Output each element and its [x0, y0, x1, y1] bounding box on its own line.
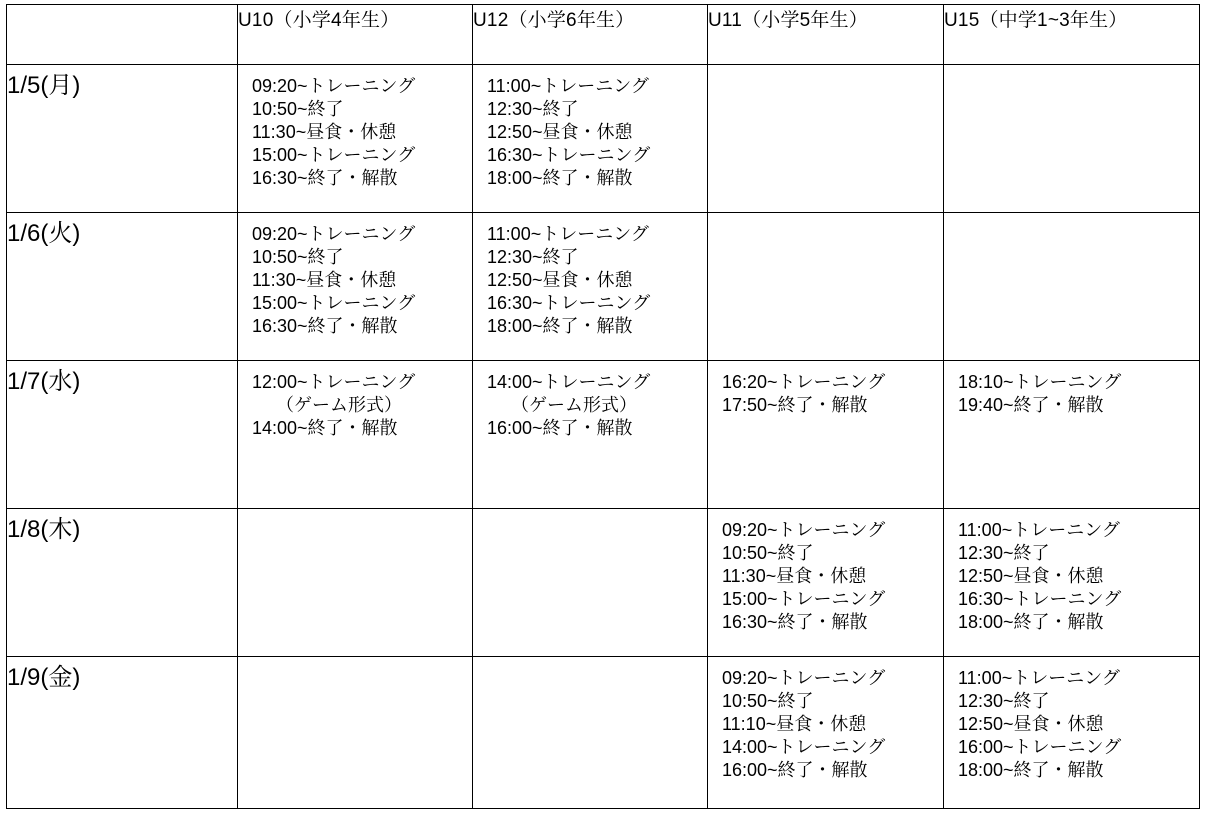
schedule-entry: 16:30~終了・解散 [252, 168, 398, 188]
schedule-entry: 16:20~トレーニング [722, 372, 886, 392]
schedule-entry: 10:50~終了 [722, 543, 814, 563]
day-label: 1/5(月) [7, 65, 238, 213]
schedule-entry: 11:00~トレーニング [958, 520, 1120, 540]
schedule-entries [238, 65, 472, 190]
schedule-cell-u10 [238, 213, 473, 361]
schedule-entry: 09:20~トレーニング [252, 224, 416, 244]
day-label: 1/7(水) [7, 361, 238, 509]
team-header-u15: U15（中学1~3年生） [944, 5, 1200, 65]
schedule-entries [708, 361, 943, 417]
schedule-entry: 09:20~トレーニング [722, 520, 886, 540]
schedule-entries [473, 657, 707, 667]
schedule-entry: 17:50~終了・解散 [722, 395, 868, 415]
schedule-cell-u15 [944, 657, 1200, 809]
schedule-row [7, 361, 1200, 509]
schedule-entry: 12:30~終了 [958, 691, 1050, 711]
schedule-entry: 14:00~終了・解散 [252, 418, 398, 438]
schedule-entry: 18:00~終了・解散 [958, 760, 1104, 780]
schedule-cell-u12 [473, 213, 708, 361]
schedule-entry: 18:00~終了・解散 [958, 612, 1104, 632]
schedule-cell-u12 [473, 509, 708, 657]
schedule-cell-u10 [238, 65, 473, 213]
schedule-entries [944, 213, 1199, 223]
schedule-entries [708, 657, 943, 782]
schedule-entry: 16:00~終了・解散 [487, 418, 633, 438]
schedule-cell-u12 [473, 65, 708, 213]
schedule-entry: 18:00~終了・解散 [487, 316, 633, 336]
schedule-entry: （ゲーム形式） [511, 395, 637, 415]
schedule-entry: 16:00~終了・解散 [722, 760, 868, 780]
schedule-entries [473, 213, 707, 338]
schedule-entry: 09:20~トレーニング [722, 668, 886, 688]
schedule-entry: 14:00~トレーニング [487, 372, 651, 392]
day-label: 1/8(木) [7, 509, 238, 657]
schedule-table [6, 4, 1200, 809]
schedule-entry: 14:00~トレーニング [722, 737, 886, 757]
corner-cell [7, 5, 238, 65]
schedule-entries [944, 361, 1199, 417]
schedule-row [7, 213, 1200, 361]
schedule-entry: 15:00~トレーニング [252, 145, 416, 165]
schedule-entry: 11:10~昼食・休憩 [722, 714, 867, 734]
schedule-cell-u11 [708, 213, 944, 361]
schedule-entry: 11:00~トレーニング [487, 224, 649, 244]
schedule-entries [708, 213, 943, 223]
team-header-u10: U10（小学4年生） [238, 5, 473, 65]
schedule-entries [238, 361, 472, 440]
schedule-entry: 16:30~トレーニング [487, 145, 651, 165]
schedule-entry: 12:50~昼食・休憩 [487, 270, 633, 290]
schedule-entry: 15:00~トレーニング [722, 589, 886, 609]
schedule-row [7, 509, 1200, 657]
schedule-entry: 18:10~トレーニング [958, 372, 1122, 392]
schedule-entry: 16:30~終了・解散 [252, 316, 398, 336]
schedule-entry: 16:30~トレーニング [487, 293, 651, 313]
schedule-entry: 16:00~トレーニング [958, 737, 1122, 757]
schedule-entry: 12:00~トレーニング [252, 372, 416, 392]
schedule-entry: 10:50~終了 [722, 691, 814, 711]
schedule-row [7, 65, 1200, 213]
schedule-entry: 12:50~昼食・休憩 [958, 566, 1104, 586]
schedule-entry: 11:30~昼食・休憩 [252, 270, 397, 290]
schedule-entries [473, 361, 707, 440]
schedule-cell-u15 [944, 509, 1200, 657]
schedule-cell-u10 [238, 657, 473, 809]
schedule-cell-u11 [708, 657, 944, 809]
schedule-cell-u10 [238, 509, 473, 657]
schedule-entry: 19:40~終了・解散 [958, 395, 1104, 415]
schedule-entry: 11:00~トレーニング [487, 76, 649, 96]
schedule-cell-u11 [708, 509, 944, 657]
schedule-entry: 12:30~終了 [958, 543, 1050, 563]
team-header-u11: U11（小学5年生） [708, 5, 944, 65]
schedule-entry: 11:30~昼食・休憩 [722, 566, 867, 586]
schedule-entry: 12:50~昼食・休憩 [487, 122, 633, 142]
schedule-entry: 12:30~終了 [487, 99, 579, 119]
day-label: 1/6(火) [7, 213, 238, 361]
schedule-entry: 10:50~終了 [252, 247, 344, 267]
schedule-document [6, 4, 1200, 809]
schedule-entries [473, 509, 707, 519]
schedule-entries [473, 65, 707, 190]
schedule-entry: 15:00~トレーニング [252, 293, 416, 313]
schedule-entry: 18:00~終了・解散 [487, 168, 633, 188]
schedule-entries [944, 509, 1199, 634]
schedule-entries [708, 509, 943, 634]
schedule-entries [708, 65, 943, 75]
schedule-entry: 16:30~終了・解散 [722, 612, 868, 632]
schedule-cell-u15 [944, 361, 1200, 509]
day-label: 1/9(金) [7, 657, 238, 809]
schedule-cell-u10 [238, 361, 473, 509]
team-header-u12: U12（小学6年生） [473, 5, 708, 65]
schedule-cell-u11 [708, 361, 944, 509]
header-row [7, 5, 1200, 65]
schedule-entry: 09:20~トレーニング [252, 76, 416, 96]
schedule-cell-u12 [473, 361, 708, 509]
schedule-entry: 10:50~終了 [252, 99, 344, 119]
schedule-entry: 16:30~トレーニング [958, 589, 1122, 609]
schedule-entries [238, 509, 472, 519]
schedule-entry: 12:30~終了 [487, 247, 579, 267]
schedule-row [7, 657, 1200, 809]
schedule-entries [238, 213, 472, 338]
schedule-entry: 12:50~昼食・休憩 [958, 714, 1104, 734]
schedule-cell-u12 [473, 657, 708, 809]
schedule-entries [944, 657, 1199, 782]
schedule-cell-u15 [944, 65, 1200, 213]
schedule-cell-u15 [944, 213, 1200, 361]
schedule-entries [944, 65, 1199, 75]
schedule-entry: 11:00~トレーニング [958, 668, 1120, 688]
schedule-entries [238, 657, 472, 667]
schedule-entry: （ゲーム形式） [276, 395, 402, 415]
schedule-entry: 11:30~昼食・休憩 [252, 122, 397, 142]
schedule-cell-u11 [708, 65, 944, 213]
